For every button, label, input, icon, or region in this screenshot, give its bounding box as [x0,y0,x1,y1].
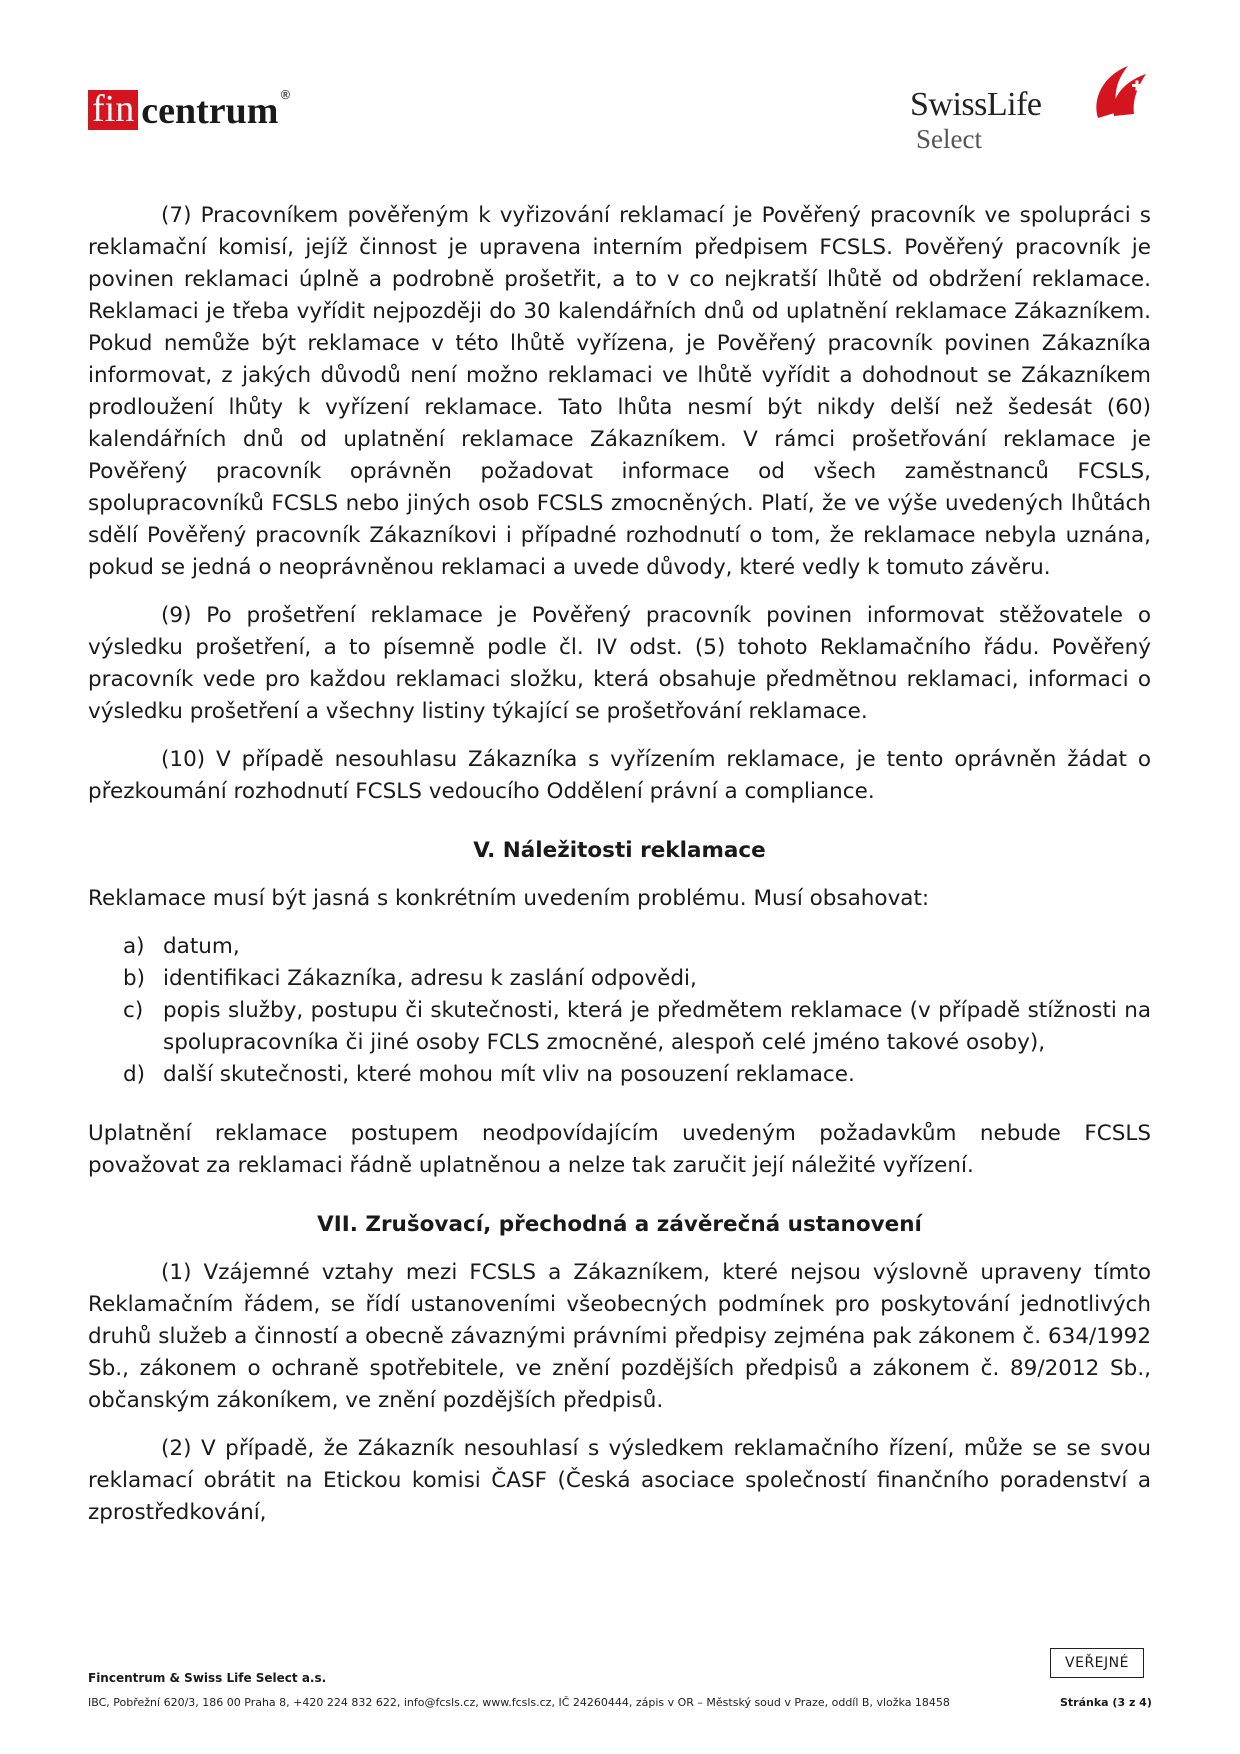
requirements-list [88,931,1151,1091]
list-item [88,931,1151,963]
swisslife-select-logo [910,58,1160,158]
list-item-text: další skutečnosti, které mohou mít vliv na posouzení reklamace. [163,1062,855,1087]
list-item-text: identifikaci Zákazníka, adresu k zaslání odpovědi, [163,966,697,991]
list-item [88,995,1151,1059]
fincentrum-logo-centrum: centrum [141,90,279,132]
paragraph-10: (10) V případě nesouhlasu Zákazníka s vyřízením reklamace, je tento oprávněn žádat o přezkoumání rozhodnutí FCSLS vedoucího Oddělení právní a compliance. [88,747,1151,804]
list-item [88,963,1151,995]
paragraph-7: (7) Pracovníkem pověřeným k vyřizování reklamací je Pověřený pracovník ve spolupráci s reklamační komisí, jejíž činnost je upravena interním předpisem FCSLS. Pověřený pracovník je povinen reklamaci úplně a podrobně prošetřit, a to v co nejkratší lhůtě od obdržení reklamace. Reklamaci je třeba vyřídit nejpozději do 30 kalendářních dnů od uplatnění reklamace Zákazníkem. Pokud nemůže být reklamace v této lhůtě vyřízena, je Pověřený pracovník povinen Zákazníka informovat, z jakých důvodů není možno reklamaci ve lhůtě vyřídit a dohodnout se Zákazníkem prodloužení lhůty k vyřízení reklamace. Tato lhůta nesmí být nikdy delší než šedesát (60) kalendářních dnů od uplatnění reklamace Zákazníkem. V rámci prošetřování reklamace je Pověřený pracovník oprávněn požadovat informace od všech zaměstnanců FCSLS, spolupracovníků FCSLS nebo jiných osob FCSLS zmocněných. Platí, že ve výše uvedených lhůtách sdělí Pověřený pracovník Zákazníkovi i případné rozhodnutí o tom, že reklamace nebyla uznána, pokud se jedná o neoprávněnou reklamaci a uvede důvody, které vedly k tomuto závěru. [88,203,1151,580]
fincentrum-logo [88,88,291,130]
fincentrum-logo-fin: fin [88,90,138,130]
swisslife-logo-select: Select [916,124,982,154]
section-5-closing: Uplatnění reklamace postupem neodpovídajícím uvedeným požadavkům nebude FCSLS považovat za reklamaci řádně uplatněnou a nelze tak zaručit její náležité vyřízení. [88,1121,1151,1178]
section-7-paragraph-1: (1) Vzájemné vztahy mezi FCSLS a Zákazníkem, které nejsou výslovně upraveny tímto Reklamačním řádem, se řídí ustanoveními všeobecných podmínek pro poskytování jednotlivých druhů služeb a činností a obecně závaznými právními předpisy zejména pak zákonem č. 634/1992 Sb., zákonem o ochraně spotřebitele, ve znění pozdějších předpisů a zákonem č. 89/2012 Sb., občanským zákoníkem, ve znění pozdějších předpisů. [88,1260,1151,1413]
list-item-text: popis služby, postupu či skutečnosti, která je předmětem reklamace (v případě stížnosti na spolupracovníka či jiné osoby FCLS zmocněné, alespoň celé jméno takové osoby), [163,998,1151,1055]
swisslife-red-swoosh-icon [1088,60,1152,124]
document-body [88,200,1151,1529]
section-5-intro: Reklamace musí být jasná s konkrétním uvedením problému. Musí obsahovat: [88,886,930,911]
footer-address: IBC, Pobřežní 620/3, 186 00 Praha 8, +420 224 832 622, info@fcsls.cz, www.fcsls.cz, IČ 24260444, zápis v OR – Městský soud v Praze, oddíl B, vložka 18458 [88,1696,950,1709]
classification-badge: VEŘEJNÉ [1050,1648,1144,1678]
list-marker: c) [123,998,144,1023]
footer-company-name: Fincentrum & Swiss Life Select a.s. [88,1671,327,1685]
swisslife-logo-brand: SwissLife [910,86,1042,123]
page-number: Stránka (3 z 4) [1060,1696,1152,1709]
list-marker: d) [123,1062,146,1087]
section-5-heading: V. Náležitosti reklamace [473,838,766,863]
section-7-heading: VII. Zrušovací, přechodná a závěrečná ustanovení [317,1212,922,1237]
list-item-text: datum, [163,934,240,959]
paragraph-9: (9) Po prošetření reklamace je Pověřený pracovník povinen informovat stěžovatele o výsledku prošetření, a to písemně podle čl. IV odst. (5) tohoto Reklamačního řádu. Pověřený pracovník vede pro každou reklamaci složku, která obsahuje předmětnou reklamaci, informaci o výsledku prošetření a všechny listiny týkající se prošetřování reklamace. [88,603,1151,724]
section-7-paragraph-2: (2) V případě, že Zákazník nesouhlasí s výsledkem reklamačního řízení, může se se svou reklamací obrátit na Etickou komisi ČASF (Česká asociace společností finančního poradenství a zprostředkování, [88,1436,1151,1525]
registered-mark: ® [279,88,292,102]
list-marker: b) [123,966,146,991]
list-marker: a) [123,934,145,959]
list-item [88,1059,1151,1091]
